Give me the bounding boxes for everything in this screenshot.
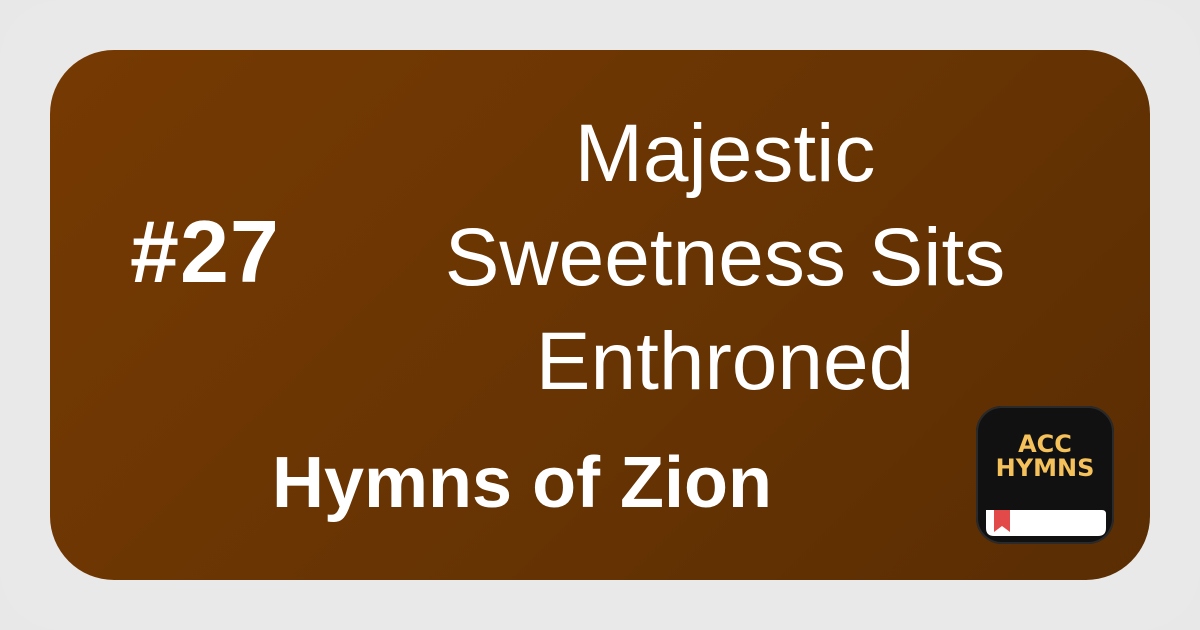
logo-line-acc: ACC xyxy=(1018,430,1072,458)
logo-line-hymns: HYMNS xyxy=(995,454,1095,482)
hymnal-name: Hymns of Zion xyxy=(272,443,772,523)
logo-wordmark xyxy=(976,432,1114,480)
hymn-title-line-1: Majestic xyxy=(574,108,876,199)
hymn-card xyxy=(50,50,1150,580)
hymn-title-line-2: Sweetness Sits xyxy=(444,212,1006,303)
hymn-number: #27 xyxy=(130,202,280,301)
hymn-title-line-3: Enthroned xyxy=(535,316,915,407)
hymn-title xyxy=(400,102,1050,414)
acc-hymns-app-logo xyxy=(976,406,1114,544)
